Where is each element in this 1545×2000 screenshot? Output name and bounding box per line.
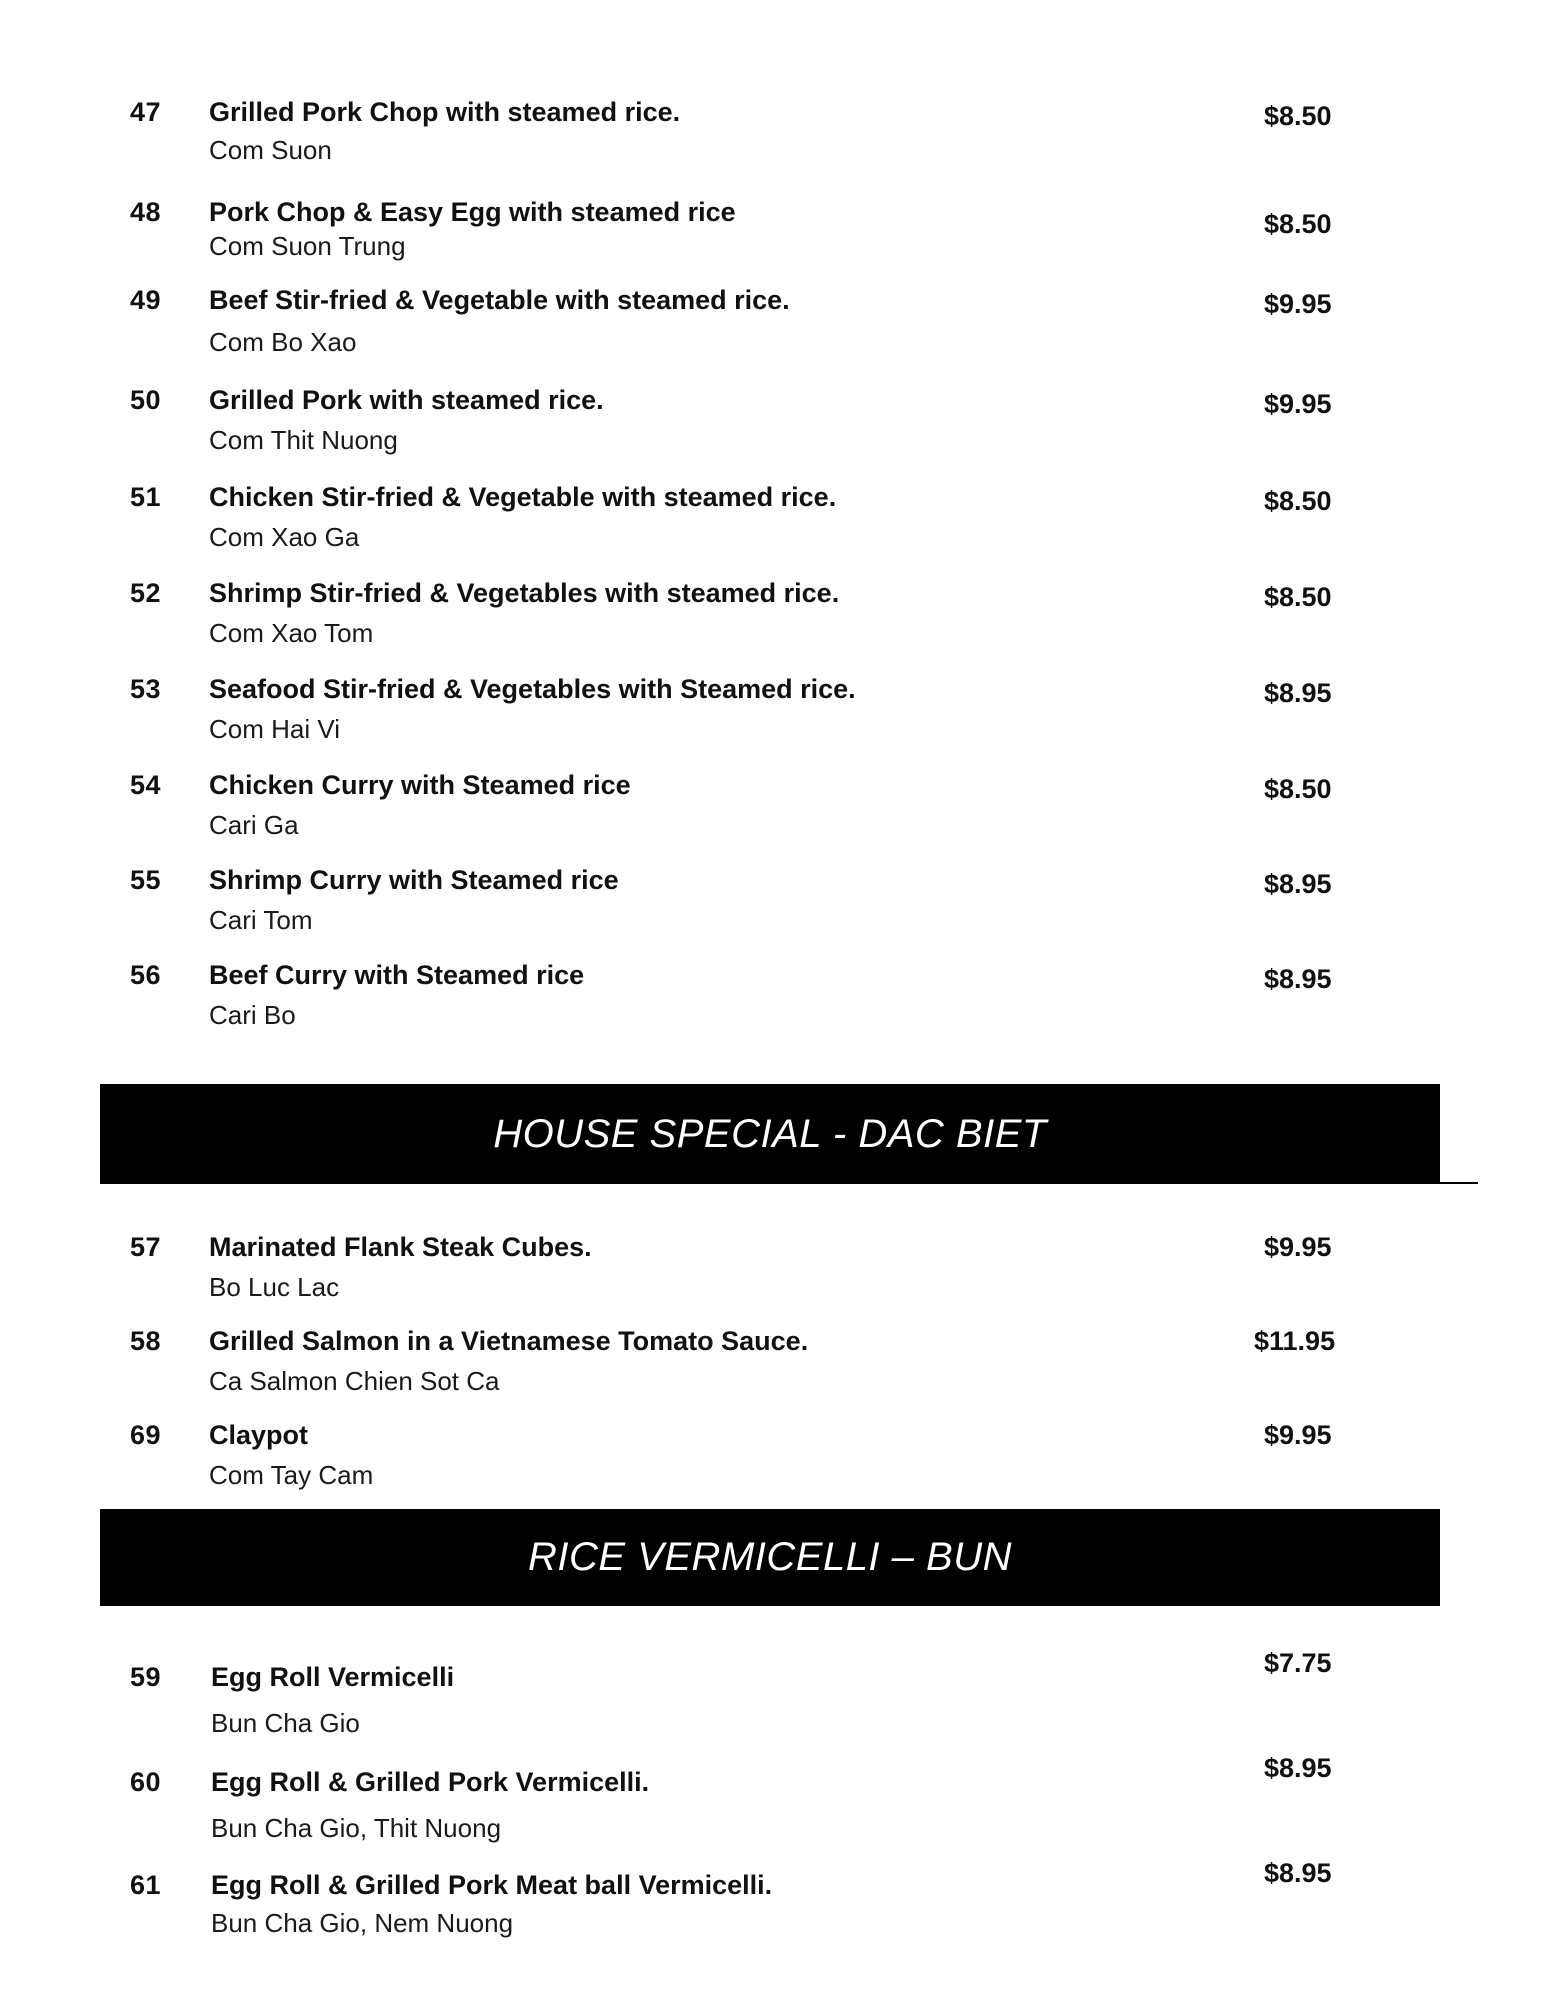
item-name: Seafood Stir-fried & Vegetables with Steamed rice. [209,674,856,704]
item-vietnamese-name: Cari Ga [209,810,299,840]
item-price: $9.95 [1264,389,1332,419]
item-number: 49 [130,285,162,315]
item-number: 50 [130,385,162,415]
menu-item [0,1753,1545,1847]
item-price: $8.95 [1264,964,1332,994]
item-vietnamese-name: Ca Salmon Chien Sot Ca [209,1366,500,1396]
item-number: 53 [130,674,162,704]
item-vietnamese-name: Com Tay Cam [209,1460,374,1490]
item-vietnamese-name: Bo Luc Lac [209,1272,340,1302]
item-name: Egg Roll & Grilled Pork Meat ball Vermicelli. [211,1870,773,1900]
item-name: Shrimp Curry with Steamed rice [209,865,619,895]
item-price: $8.95 [1264,1858,1332,1888]
item-name: Chicken Stir-fried & Vegetable with steamed rice. [209,482,837,512]
item-number: 58 [130,1326,162,1356]
item-number: 47 [130,97,162,127]
item-vietnamese-name: Cari Bo [209,1000,296,1030]
item-name: Beef Curry with Steamed rice [209,960,585,990]
section-heading-rice-vermicelli [100,1509,1440,1606]
item-number: 51 [130,482,162,512]
item-name: Grilled Salmon in a Vietnamese Tomato Sauce. [209,1326,809,1356]
item-vietnamese-name: Com Xao Ga [209,522,360,552]
item-number: 52 [130,578,162,608]
menu-item [0,1326,1545,1406]
section-heading-text: HOUSE SPECIAL - DAC BIET [493,1111,1047,1156]
item-price: $9.95 [1264,1232,1332,1262]
item-price: $9.95 [1264,289,1332,319]
item-number: 69 [130,1420,162,1450]
menu-item [0,1232,1545,1312]
item-number: 48 [130,197,162,227]
menu-item [0,865,1545,945]
menu-item [0,285,1545,365]
divider [1438,1182,1478,1184]
item-name: Egg Roll & Grilled Pork Vermicelli. [211,1767,650,1797]
item-price: $8.50 [1264,774,1332,804]
menu-item [0,770,1545,850]
item-vietnamese-name: Com Hai Vi [209,714,341,744]
item-price: $8.95 [1264,678,1332,708]
item-name: Beef Stir-fried & Vegetable with steamed rice. [209,285,790,315]
item-price: $9.95 [1264,1420,1332,1450]
item-name: Egg Roll Vermicelli [211,1662,455,1692]
item-price: $8.95 [1264,869,1332,899]
item-name: Shrimp Stir-fried & Vegetables with steamed rice. [209,578,840,608]
item-vietnamese-name: Bun Cha Gio, Nem Nuong [211,1908,514,1938]
item-number: 56 [130,960,162,990]
menu-item [0,1858,1545,1950]
item-name: Marinated Flank Steak Cubes. [209,1232,592,1262]
section-heading-house-special [100,1084,1440,1184]
item-name: Claypot [209,1420,309,1450]
item-vietnamese-name: Com Suon Trung [209,231,406,261]
item-number: 61 [130,1870,162,1900]
item-vietnamese-name: Bun Cha Gio, Thit Nuong [211,1813,502,1843]
item-price: $8.50 [1264,209,1332,239]
item-number: 54 [130,770,162,800]
item-number: 57 [130,1232,162,1262]
item-name: Pork Chop & Easy Egg with steamed rice [209,197,736,227]
menu-item [0,1420,1545,1500]
item-vietnamese-name: Com Bo Xao [209,327,357,357]
menu-item [0,385,1545,465]
item-vietnamese-name: Bun Cha Gio [211,1708,360,1738]
item-number: 55 [130,865,162,895]
item-vietnamese-name: Com Suon [209,135,332,165]
item-price: $8.50 [1264,101,1332,131]
menu-item [0,674,1545,754]
menu-item [0,1648,1545,1742]
item-name: Grilled Pork with steamed rice. [209,385,604,415]
item-name: Chicken Curry with Steamed rice [209,770,631,800]
menu-item [0,97,1545,177]
item-price: $7.75 [1264,1648,1332,1678]
item-vietnamese-name: Com Thit Nuong [209,425,398,455]
item-number: 59 [130,1662,162,1692]
section-heading-text: RICE VERMICELLI – BUN [528,1535,1012,1579]
item-price: $8.50 [1264,582,1332,612]
item-price: $11.95 [1254,1326,1336,1356]
menu-item [0,960,1545,1040]
menu-item [0,482,1545,562]
item-number: 60 [130,1767,162,1797]
item-vietnamese-name: Cari Tom [209,905,313,935]
item-price: $8.95 [1264,1753,1332,1783]
menu-item [0,578,1545,658]
item-name: Grilled Pork Chop with steamed rice. [209,97,681,127]
item-vietnamese-name: Com Xao Tom [209,618,374,648]
item-price: $8.50 [1264,486,1332,516]
menu-item [0,197,1545,277]
